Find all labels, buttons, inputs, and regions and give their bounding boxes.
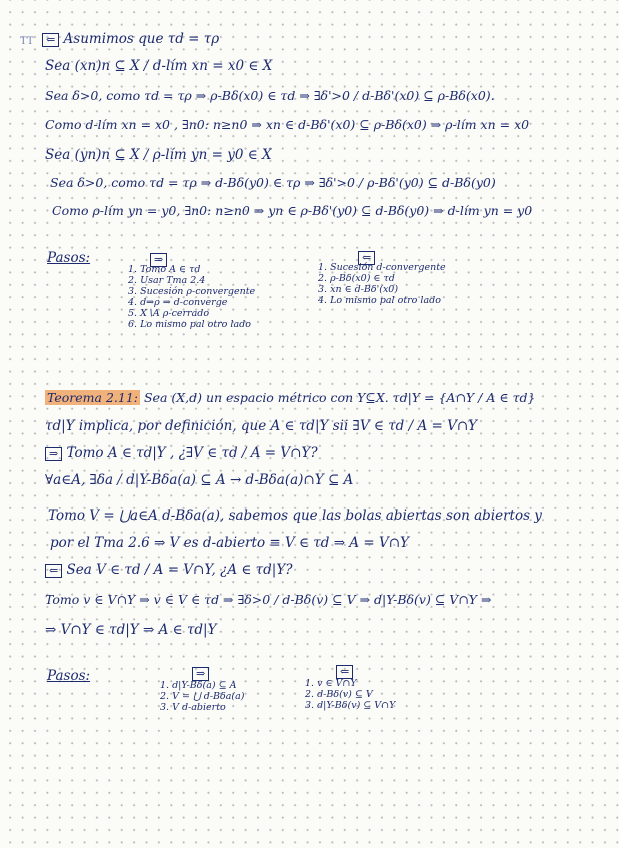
steps2-forward-list bbox=[160, 680, 245, 713]
line-1-text: Asumimos que τd = τρ bbox=[63, 31, 220, 47]
steps1-forward-item: 4. d⇒ρ ⇒ d-converge bbox=[128, 297, 228, 308]
line-16: ⇒ V∩Y ∈ τd|Y ⇒ A ∈ τd|Y bbox=[45, 622, 217, 638]
steps2-forward-item: 3. V d-abierto bbox=[160, 702, 226, 713]
line-15: Tomo v ∈ V∩Y ⇒ v ∈ V ∈ τd ⇒ ∃δ>0 / d-Bδ(v) ⊆ V ⇒ d|Y-Bδ(v) ⊆ V∩Y ⇒ bbox=[45, 592, 492, 607]
steps-heading-2: Pasos: bbox=[47, 668, 91, 684]
left-arrow-box-icon: ⇐ bbox=[45, 564, 62, 578]
steps2-right-column bbox=[192, 662, 209, 681]
line-10-text: Tomo A ∈ τd|Y , ¿∃V ∈ τd / A = V∩Y? bbox=[66, 445, 318, 461]
steps-heading-1: Pasos: bbox=[47, 250, 91, 266]
steps2-forward-item: 1. d|Y-Bδ(a) ⊆ A bbox=[160, 680, 237, 691]
line-2: Sea (xn)n ⊆ X / d-lím xn = x0 ∈ X bbox=[45, 58, 273, 74]
right-arrow-box-icon: ⇒ bbox=[192, 667, 209, 681]
line-6: Sea δ>0, como τd = τρ ⇒ d-Bδ(y0) ∈ τρ ⇒ ∃δ'>0 / ρ-Bδ'(y0) ⊆ d-Bδ(y0) bbox=[50, 175, 496, 190]
theorem-line bbox=[45, 390, 535, 405]
line-7: Como ρ-lím yn = y0, ∃n0: n≥n0 ⇒ yn ∈ ρ-Bδ'(y0) ⊆ d-Bδ(y0) ⇒ d-lím yn = y0 bbox=[52, 203, 533, 218]
steps1-forward-item: 5. X∖A ρ-cerrado bbox=[128, 308, 210, 319]
right-arrow-box-icon: ⇒ bbox=[45, 447, 62, 461]
steps1-forward-item: 6. Lo mismo pal otro lado bbox=[128, 319, 251, 330]
line-12: Tomo V = ⋃a∈A d-Bδa(a), sabemos que las bolas abiertas son abiertos y bbox=[48, 508, 542, 524]
margin-mark: TT bbox=[20, 36, 34, 47]
line-4: Como d-lím xn = x0 , ∃n0: n≥n0 ⇒ xn ∈ d-Bδ'(x0) ⊆ ρ-Bδ(x0) ⇒ ρ-lím xn = x0 bbox=[45, 117, 530, 132]
line-11: ∀a∈A, ∃δa / d|Y-Bδa(a) ⊆ A → d-Bδa(a)∩Y ⊆ A bbox=[45, 472, 354, 488]
steps1-backward-item: 4. Lo mismo pal otro lado bbox=[318, 295, 441, 306]
steps2-left-column bbox=[336, 660, 353, 679]
line-10 bbox=[45, 445, 318, 461]
steps2-forward-item: 2. V = ⋃ d-Bδa(a) bbox=[160, 691, 245, 702]
steps1-backward-item: 1. Sucesión d-convergente bbox=[318, 262, 446, 273]
left-arrow-box-icon: ⇐ bbox=[42, 33, 59, 47]
line-3: Sea δ>0, como τd = τρ ⇒ ρ-Bδ(x0) ∈ τd ⇒ ∃δ'>0 / d-Bδ'(x0) ⊆ ρ-Bδ(x0). bbox=[45, 88, 495, 103]
steps1-backward-item: 2. ρ-Bδ(x0) ∈ τd bbox=[318, 273, 395, 284]
theorem-label: Teorema 2.11: bbox=[47, 390, 138, 405]
line-13: por el Tma 2.6 ⇒ V es d-abierto ≡ V ∈ τd ⇒ A = V∩Y bbox=[50, 535, 409, 551]
steps1-backward-item: 3. xn ∈ d-Bδ'(x0) bbox=[318, 284, 399, 295]
line-5: Sea (yn)n ⊆ X / ρ-lím yn = y0 ∈ X bbox=[45, 147, 272, 163]
steps1-backward-list bbox=[318, 262, 446, 306]
steps1-forward-item: 1. Tomo A ∈ τd bbox=[128, 264, 201, 275]
steps1-forward-item: 2. Usar Tma 2.4 bbox=[128, 275, 206, 286]
left-arrow-box-icon: ⇐ bbox=[336, 665, 353, 679]
steps2-backward-list bbox=[305, 678, 395, 711]
theorem-statement: Sea (X,d) un espacio métrico con Y⊆X. τd|Y = {A∩Y / A ∈ τd} bbox=[143, 390, 536, 405]
steps1-forward-item: 3. Sucesión ρ-convergente bbox=[128, 286, 256, 297]
line-14 bbox=[45, 562, 293, 578]
steps2-backward-item: 2. d-Bδ(v) ⊆ V bbox=[305, 689, 373, 700]
steps2-backward-item: 1. v ∈ V∩Y bbox=[305, 678, 357, 689]
line-14-text: Sea V ∈ τd / A = V∩Y, ¿A ∈ τd|Y? bbox=[66, 562, 293, 578]
steps1-forward-list bbox=[128, 264, 255, 330]
steps2-backward-item: 3. d|Y-Bδ(v) ⊆ V∩Y bbox=[305, 700, 396, 711]
line-9: τd|Y implica, por definición, que A ∈ τd|Y sii ∃V ∈ τd / A = V∩Y bbox=[45, 418, 478, 434]
right-arrow-box-icon: ⇒ bbox=[150, 253, 167, 267]
left-arrow-box-icon: ⇐ bbox=[358, 251, 375, 265]
line-1 bbox=[42, 31, 219, 47]
